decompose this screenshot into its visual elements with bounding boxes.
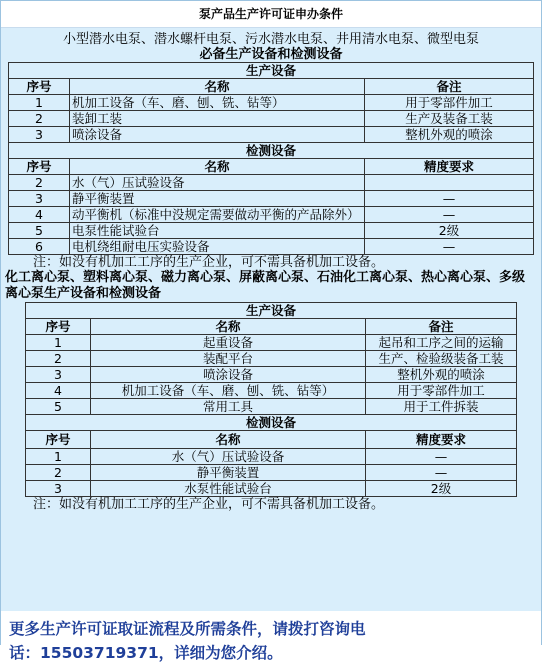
- section2-testing-title: 检测设备: [26, 415, 517, 431]
- page-title: 泵产品生产许可证申办条件: [1, 1, 541, 28]
- table-header: 名称: [70, 159, 365, 175]
- table-row: 3 水泵性能试验台 2级: [26, 481, 517, 497]
- table-row: 3 喷涂设备 整机外观的喷涂: [26, 367, 517, 383]
- table-row: 5 电泵性能试验台 2级: [9, 223, 534, 239]
- table-header: 精度要求: [365, 159, 534, 175]
- table-row: 1 水（气）压试验设备 —: [26, 449, 517, 465]
- table-row: 3 静平衡装置 —: [9, 191, 534, 207]
- table-header: 精度要求: [366, 431, 517, 449]
- table-row: 2 水（气）压试验设备: [9, 175, 534, 191]
- table-header: 序号: [26, 431, 91, 449]
- section1-table: [8, 62, 534, 255]
- table-row: 6 电机绕组耐电压实验设备 —: [9, 239, 534, 255]
- table-header: 备注: [366, 319, 517, 335]
- table-row: 2 装卸工装 生产及装备工装: [9, 111, 534, 127]
- contact-footer: [1, 611, 541, 669]
- section2-production-table: [25, 302, 517, 415]
- section2-production-title: 生产设备: [26, 303, 517, 319]
- table-row: 2 静平衡装置 —: [26, 465, 517, 481]
- section2-note: 注：如没有机加工工序的生产企业，可不需具备机加工设备。: [33, 497, 385, 512]
- table-header: 序号: [9, 159, 70, 175]
- table-row: 1 起重设备 起吊和工序之间的运输: [26, 335, 517, 351]
- section1-production-title: 生产设备: [9, 63, 534, 79]
- section2-heading: 化工离心泵、塑料离心泵、磁力离心泵、屏蔽离心泵、石油化工离心泵、热心离心泵、多级离心泵生产设备和检测设备: [5, 270, 526, 301]
- section1-heading: 必备生产设备和检测设备: [199, 47, 343, 62]
- table-row: 1 机加工设备（车、磨、刨、铣、钻等） 用于零部件加工: [9, 95, 534, 111]
- table-header: 名称: [70, 79, 365, 95]
- table-header: 名称: [91, 431, 366, 449]
- table-header: 名称: [91, 319, 366, 335]
- table-row: 2 装配平台 生产、检验级装备工装: [26, 351, 517, 367]
- table-header: 备注: [365, 79, 534, 95]
- product-list-text: 小型潜水电泵、潜水螺杆电泵、污水潜水电泵、井用清水电泵、微型电泵: [62, 32, 479, 47]
- section1-note: 注：如没有机加工工序的生产企业，可不需具备机加工设备。: [33, 255, 385, 270]
- contact-line-2: 话：15503719371，详细为您介绍。: [9, 644, 283, 662]
- section1-testing-title: 检测设备: [9, 143, 534, 159]
- section2-testing-table: [25, 415, 517, 497]
- table-row: 5 常用工具 用于工件拆装: [26, 399, 517, 415]
- table-row: 4 动平衡机（标准中没规定需要做动平衡的产品除外） —: [9, 207, 534, 223]
- table-row: 4 机加工设备（车、磨、刨、铣、钻等） 用于零部件加工: [26, 383, 517, 399]
- table-header: 序号: [26, 319, 91, 335]
- content-area: [1, 28, 541, 611]
- table-header: 序号: [9, 79, 70, 95]
- table-row: 3 喷涂设备 整机外观的喷涂: [9, 127, 534, 143]
- contact-line-1: 更多生产许可证取证流程及所需条件，请拨打咨询电: [9, 620, 366, 638]
